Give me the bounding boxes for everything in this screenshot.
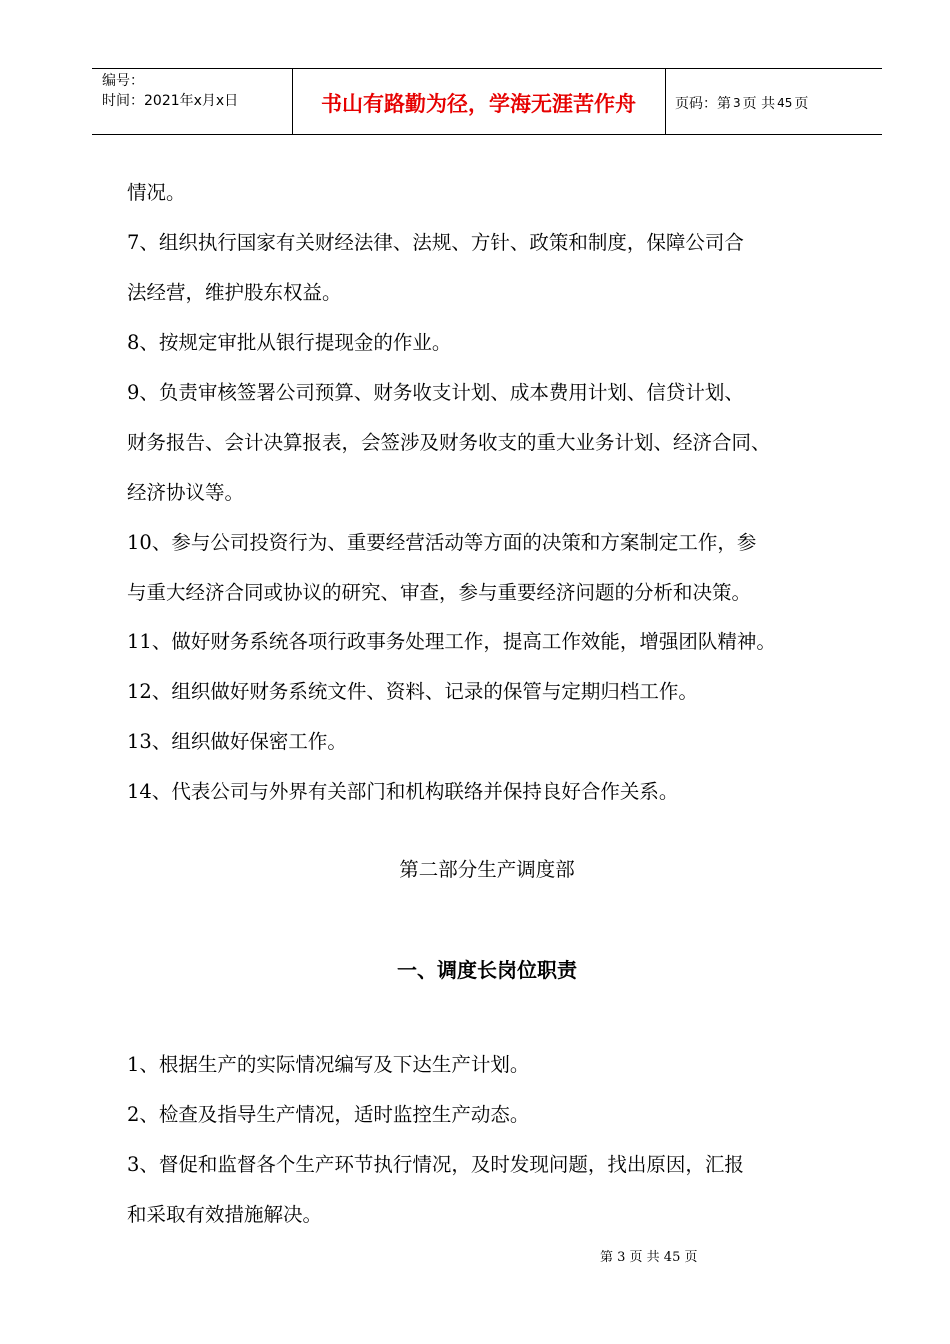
page-current: 3 xyxy=(733,95,741,110)
body-line: 财务报告、会计决算报表，会签涉及财务收支的重大业务计划、经济合同、 xyxy=(127,431,771,454)
page-total: 45 xyxy=(777,95,793,110)
document-time: 时间：2021年x月x日 xyxy=(102,93,239,109)
body-line: 12、组织做好财务系统文件、资料、记录的保管与定期归档工作。 xyxy=(127,680,698,703)
part-title: 第二部分生产调度部 xyxy=(399,858,575,881)
section-line: 1、根据生产的实际情况编写及下达生产计划。 xyxy=(127,1053,530,1076)
body-line: 7、组织执行国家有关财经法律、法规、方针、政策和制度，保障公司合 xyxy=(127,231,744,254)
body-line: 情况。 xyxy=(127,181,186,204)
body-line: 8、按规定审批从银行提现金的作业。 xyxy=(127,331,452,354)
section-line: 和采取有效措施解决。 xyxy=(127,1203,323,1226)
body-line: 法经营，维护股东权益。 xyxy=(127,281,342,304)
body-line: 11、做好财务系统各项行政事务处理工作，提高工作效能，增强团队精神。 xyxy=(127,630,776,653)
body-line: 14、代表公司与外界有关部门和机构联络并保持良好合作关系。 xyxy=(127,780,679,803)
header-meta xyxy=(102,71,238,111)
page-prefix: 页码：第 xyxy=(675,95,731,112)
body-line: 10、参与公司投资行为、重要经营活动等方面的决策和方案制定工作，参 xyxy=(127,531,757,554)
page-footer: 第 3 页 共 45 页 xyxy=(600,1250,698,1265)
body-line: 13、组织做好保密工作。 xyxy=(127,730,347,753)
body-line: 9、负责审核签署公司预算、财务收支计划、成本费用计划、信贷计划、 xyxy=(127,381,744,404)
page-suffix: 页 xyxy=(794,95,809,112)
document-number-label: 编号： xyxy=(102,73,144,89)
section-title: 一、调度长岗位职责 xyxy=(397,958,577,982)
header-motto: 书山有路勤为径，学海无涯苦作舟 xyxy=(321,91,636,116)
body-line: 与重大经济合同或协议的研究、审查，参与重要经济问题的分析和决策。 xyxy=(127,581,752,604)
body-line: 经济协议等。 xyxy=(127,481,245,504)
page-middle: 页 共 xyxy=(742,95,776,112)
section-line: 3、督促和监督各个生产环节执行情况，及时发现问题，找出原因，汇报 xyxy=(127,1153,744,1176)
header-page-number xyxy=(675,69,808,136)
header-divider xyxy=(665,69,666,134)
page-header xyxy=(92,68,882,135)
section-line: 2、检查及指导生产情况，适时监控生产动态。 xyxy=(127,1103,530,1126)
